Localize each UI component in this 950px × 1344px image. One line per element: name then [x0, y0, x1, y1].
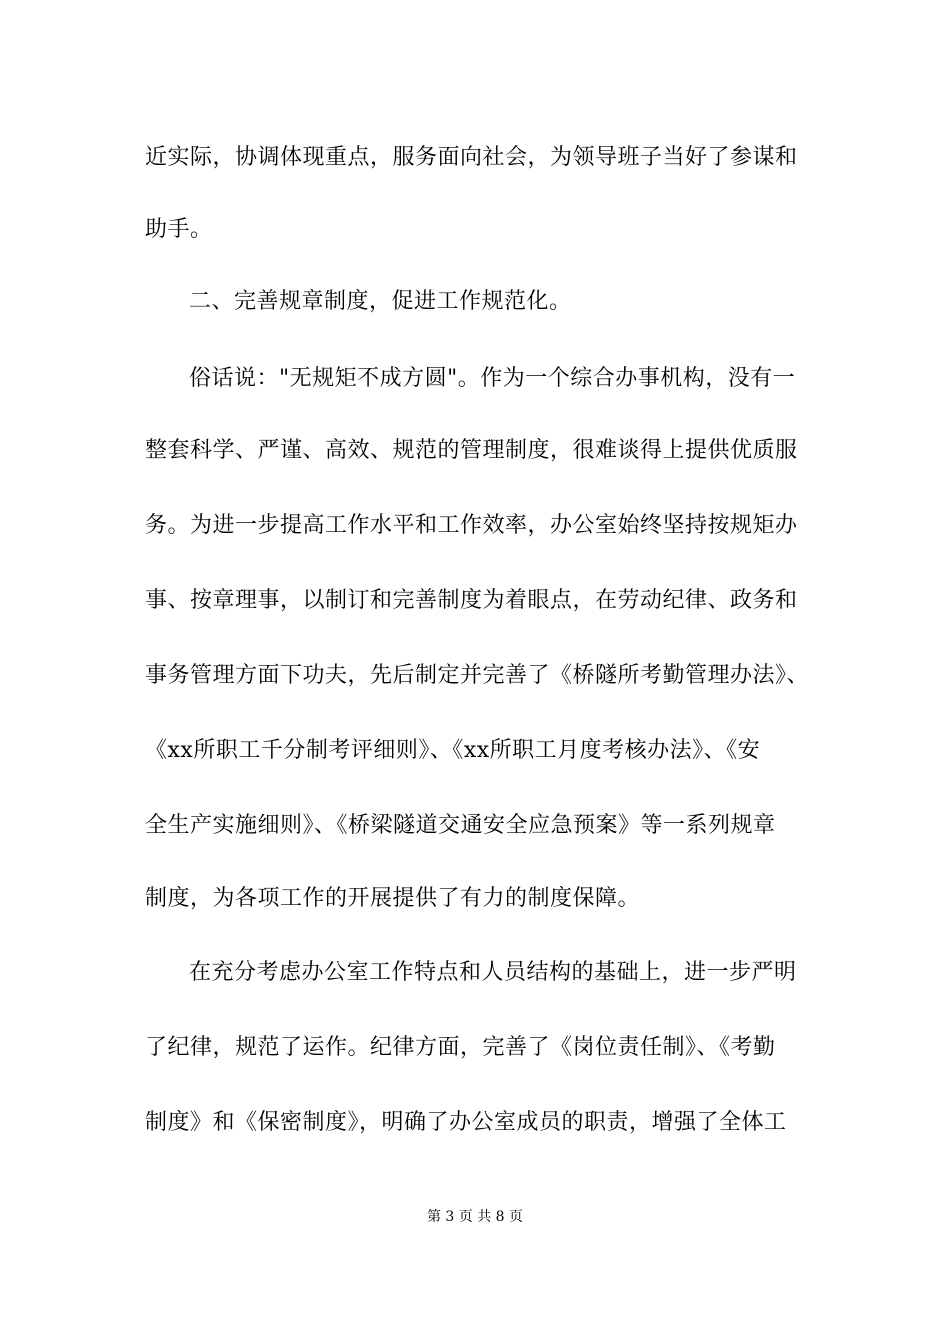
text-line-12: 在充分考虑办公室工作特点和人员结构的基础上，进一步严明 — [189, 960, 797, 985]
page-number-footer: 第 3 页 共 8 页 — [426, 1209, 524, 1225]
text-line-7: 事、按章理事，以制订和完善制度为着眼点，在劳动纪律、政务和 — [145, 588, 798, 613]
text-line-4: 俗话说："无规矩不成方圆"。作为一个综合办事机构，没有一 — [189, 366, 796, 391]
text-line-2: 助手。 — [145, 217, 213, 242]
text-line-10: 全生产实施细则》、《桥梁隧道交通安全应急预案》等一系列规章 — [145, 813, 776, 838]
text-line-8: 事务管理方面下功夫，先后制定并完善了《桥隧所考勤管理办法》、 — [145, 663, 810, 688]
text-line-1: 近实际，协调体现重点，服务面向社会，为领导班子当好了参谋和 — [145, 145, 798, 170]
text-line-6: 务。为进一步提高工作水平和工作效率，办公室始终坚持按规矩办 — [145, 513, 798, 538]
text-line-13: 了纪律，规范了运作。纪律方面，完善了《岗位责任制》、《考勤 — [145, 1035, 776, 1060]
text-line-11: 制度，为各项工作的开展提供了有力的制度保障。 — [145, 886, 641, 911]
text-line-5: 整套科学、严谨、高效、规范的管理制度，很难谈得上提供优质服 — [145, 438, 798, 463]
text-line-14: 制度》和《保密制度》，明确了办公室成员的职责，增强了全体工 — [145, 1110, 787, 1135]
text-line-9: 《xx所职工千分制考评细则》、《xx所职工月度考核办法》、《安 — [145, 738, 761, 763]
section-heading: 二、完善规章制度，促进工作规范化。 — [189, 289, 572, 314]
